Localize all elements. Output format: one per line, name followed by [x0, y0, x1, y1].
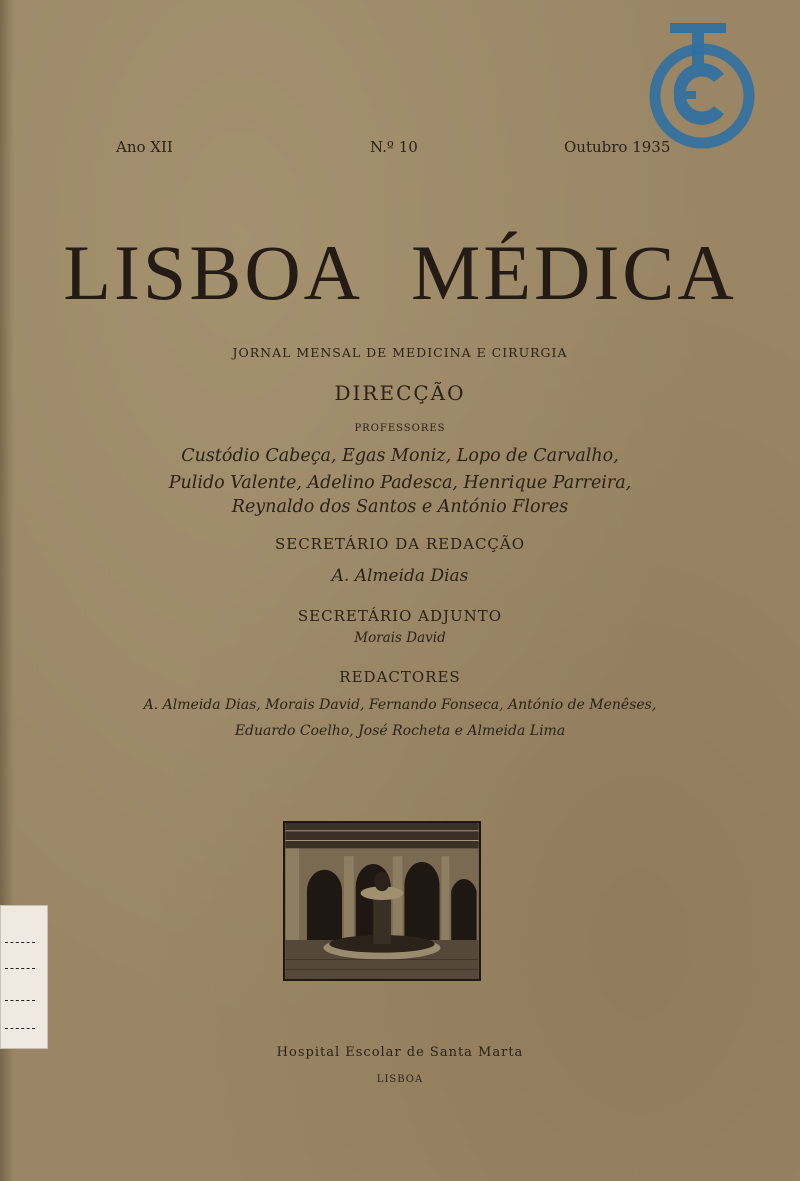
editors-line-1: A. Almeida Dias, Morais David, Fernando Fonseca, António de Menêses, [143, 697, 657, 713]
professors-line-2: Pulido Valente, Adelino Padesca, Henrique Parreira, [168, 473, 632, 493]
label-line [5, 942, 35, 943]
professors-line-1: Custódio Cabeça, Egas Moniz, Lopo de Carvalho, [181, 446, 619, 466]
editors-heading: REDACTORES [339, 668, 461, 686]
label-line [5, 1028, 35, 1029]
journal-title [0, 228, 800, 318]
library-stamp-icon [640, 20, 764, 150]
professors-line-3: Reynaldo dos Santos e António Flores [231, 497, 569, 517]
secretary-heading: SECRETÁRIO DA REDACÇÃO [274, 535, 526, 553]
cloister-engraving [283, 821, 481, 981]
editors-line-2: Eduardo Coelho, José Rocheta e Almeida Lima [234, 723, 566, 739]
professors-label: PROFESSORES [354, 423, 446, 434]
subtitle: JORNAL MENSAL DE MEDICINA E CIRURGIA [232, 345, 568, 360]
secretary-name: A. Almeida Dias [331, 566, 469, 586]
year-label: Ano XII [116, 138, 173, 156]
title-part-lisboa: LISBOA [63, 229, 363, 316]
assistant-heading: SECRETÁRIO ADJUNTO [297, 607, 503, 625]
issue-number: N.º 10 [370, 138, 418, 156]
direction-heading: DIRECÇÃO [334, 381, 466, 405]
publisher-city: LISBOA [376, 1074, 424, 1085]
issue-date: Outubro 1935 [564, 138, 671, 156]
library-label [0, 905, 48, 1049]
label-line [5, 968, 35, 969]
assistant-name: Morais David [354, 630, 446, 646]
title-part-medica: MÉDICA [411, 229, 737, 316]
label-line [5, 1000, 35, 1001]
publisher-name: Hospital Escolar de Santa Marta [276, 1045, 524, 1060]
